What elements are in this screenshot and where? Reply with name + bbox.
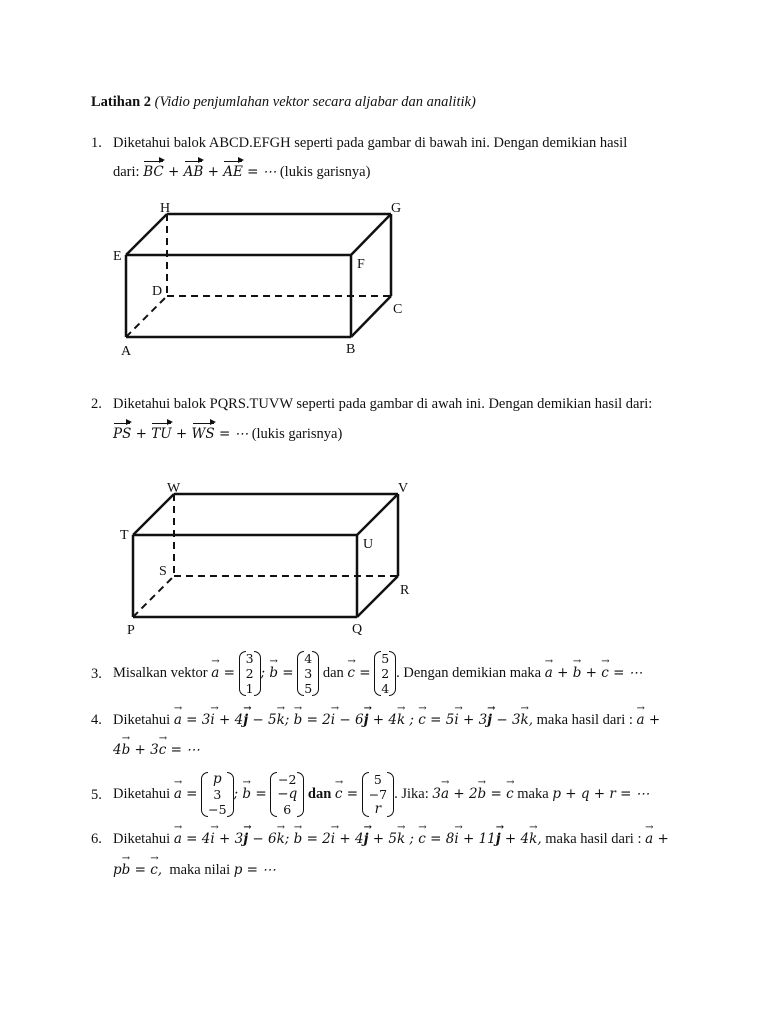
q2-label-w: W — [167, 481, 181, 496]
q1-suffix: (lukis garisnya) — [279, 164, 371, 180]
q5-vector-a: p 3 −5 — [201, 772, 233, 817]
q6-line2-tail: maka nilai — [169, 862, 231, 878]
q2-label-r: R — [400, 583, 410, 598]
q1-label-d: D — [152, 284, 163, 299]
q1-label-h: H — [160, 201, 171, 216]
title-italic: (Vidio penjumlahan vektor secara aljabar dan analitik) — [154, 94, 476, 110]
q5-number: 5. — [91, 787, 102, 803]
q2-label-p: P — [127, 623, 135, 638]
q3-vector-a: 3 2 1 — [239, 651, 261, 696]
q5-line: Diketahui → a = p 3 −5 ; → b = −2 −q 6 dan → c = 5 −7 r . Jika: 3→ a + 2→ b = → c maka p + q + r = ⋯ — [113, 768, 649, 820]
q2-number: 2. — [91, 396, 102, 412]
q3-vector-b: 4 3 5 — [297, 651, 319, 696]
q3-prefix: Misalkan vektor — [113, 665, 208, 681]
q3-vector-c: 5 2 4 — [374, 651, 396, 696]
q4-line1: Diketahui → a = 3→ i + 4→ j − 5→ k; → b = 2→ i − 6→ j + 4→ k ; → c = 5→ i + 3→ j − 3→ k, maka hasil dari : → a + — [113, 711, 660, 729]
q1-number: 1. — [91, 135, 102, 151]
q1-vector-1: BC — [143, 164, 164, 180]
q3-line: Misalkan vektor → a = 3 2 1 ; → b = 4 3 5 dan → c = 5 2 4 . Dengan demikian maka → a + → b + → c = ⋯ — [113, 648, 642, 698]
q4-prefix: Diketahui — [113, 712, 171, 728]
q1-vector-2: AB — [183, 164, 204, 180]
q2-vector-3: WS — [191, 426, 215, 442]
q3-suffix: . Dengan demikian maka — [396, 665, 542, 681]
q6-line1: Diketahui → a = 4→ i + 3→ j − 6→ k; → b = 2→ i + 4→ j + 5→ k ; → c = 8→ i + 11→ j + 4→ k, maka hasil dari : → a + — [113, 830, 669, 848]
q1-label-c: C — [393, 302, 403, 317]
q5-tail: maka — [517, 786, 549, 802]
q6-tail: maka hasil dari : — [545, 831, 642, 847]
q2-label-v: V — [398, 481, 409, 496]
q2-label-t: T — [120, 528, 129, 543]
q1-label-g: G — [391, 201, 402, 216]
q6-number: 6. — [91, 831, 102, 847]
q5-prefix: Diketahui — [113, 786, 171, 802]
q6-prefix: Diketahui — [113, 831, 171, 847]
q2-label-q: Q — [352, 622, 363, 637]
q3-dan: dan — [322, 665, 344, 681]
q2-vector-1: PS — [113, 426, 132, 442]
q5-vector-b: −2 −q 6 — [270, 772, 304, 817]
title-bold: Latihan 2 — [91, 94, 152, 110]
q4-line2: 4→ b + 3→ c = ⋯ — [113, 741, 200, 759]
q1-label-a: A — [121, 344, 132, 359]
q4-number: 4. — [91, 712, 102, 728]
q5-vector-c: 5 −7 r — [362, 772, 394, 817]
q2-vector-2: TU — [151, 426, 172, 442]
q3-number: 3. — [91, 666, 102, 682]
q6-line2: p→ b = → c, maka nilai p = ⋯ — [113, 861, 276, 879]
q2-label-s: S — [159, 564, 167, 579]
q5-jika: . Jika: — [394, 786, 429, 802]
q2-suffix: (lukis garisnya) — [251, 426, 343, 442]
q2-label-u: U — [363, 537, 374, 552]
q1-line1: Diketahui balok ABCD.EFGH seperti pada gambar di bawah ini. Dengan demikian hasil — [113, 135, 628, 151]
q5-dan: dan — [307, 786, 332, 802]
q1-vector-3: AE — [223, 164, 243, 180]
q1-line2: dari: BC + AB + AE = ⋯ (lukis garisnya) — [113, 164, 371, 180]
q2-line2: PS + TU + WS = ⋯ (lukis garisnya) — [113, 426, 343, 442]
q2-line1: Diketahui balok PQRS.TUVW seperti pada gambar di awah ini. Dengan demikian hasil dari: — [113, 396, 653, 412]
q4-tail: maka hasil dari : — [536, 712, 633, 728]
q1-prefix: dari: — [113, 164, 140, 180]
q1-label-b: B — [346, 342, 356, 357]
q1-label-e: E — [113, 249, 122, 264]
q1-label-f: F — [357, 257, 365, 272]
